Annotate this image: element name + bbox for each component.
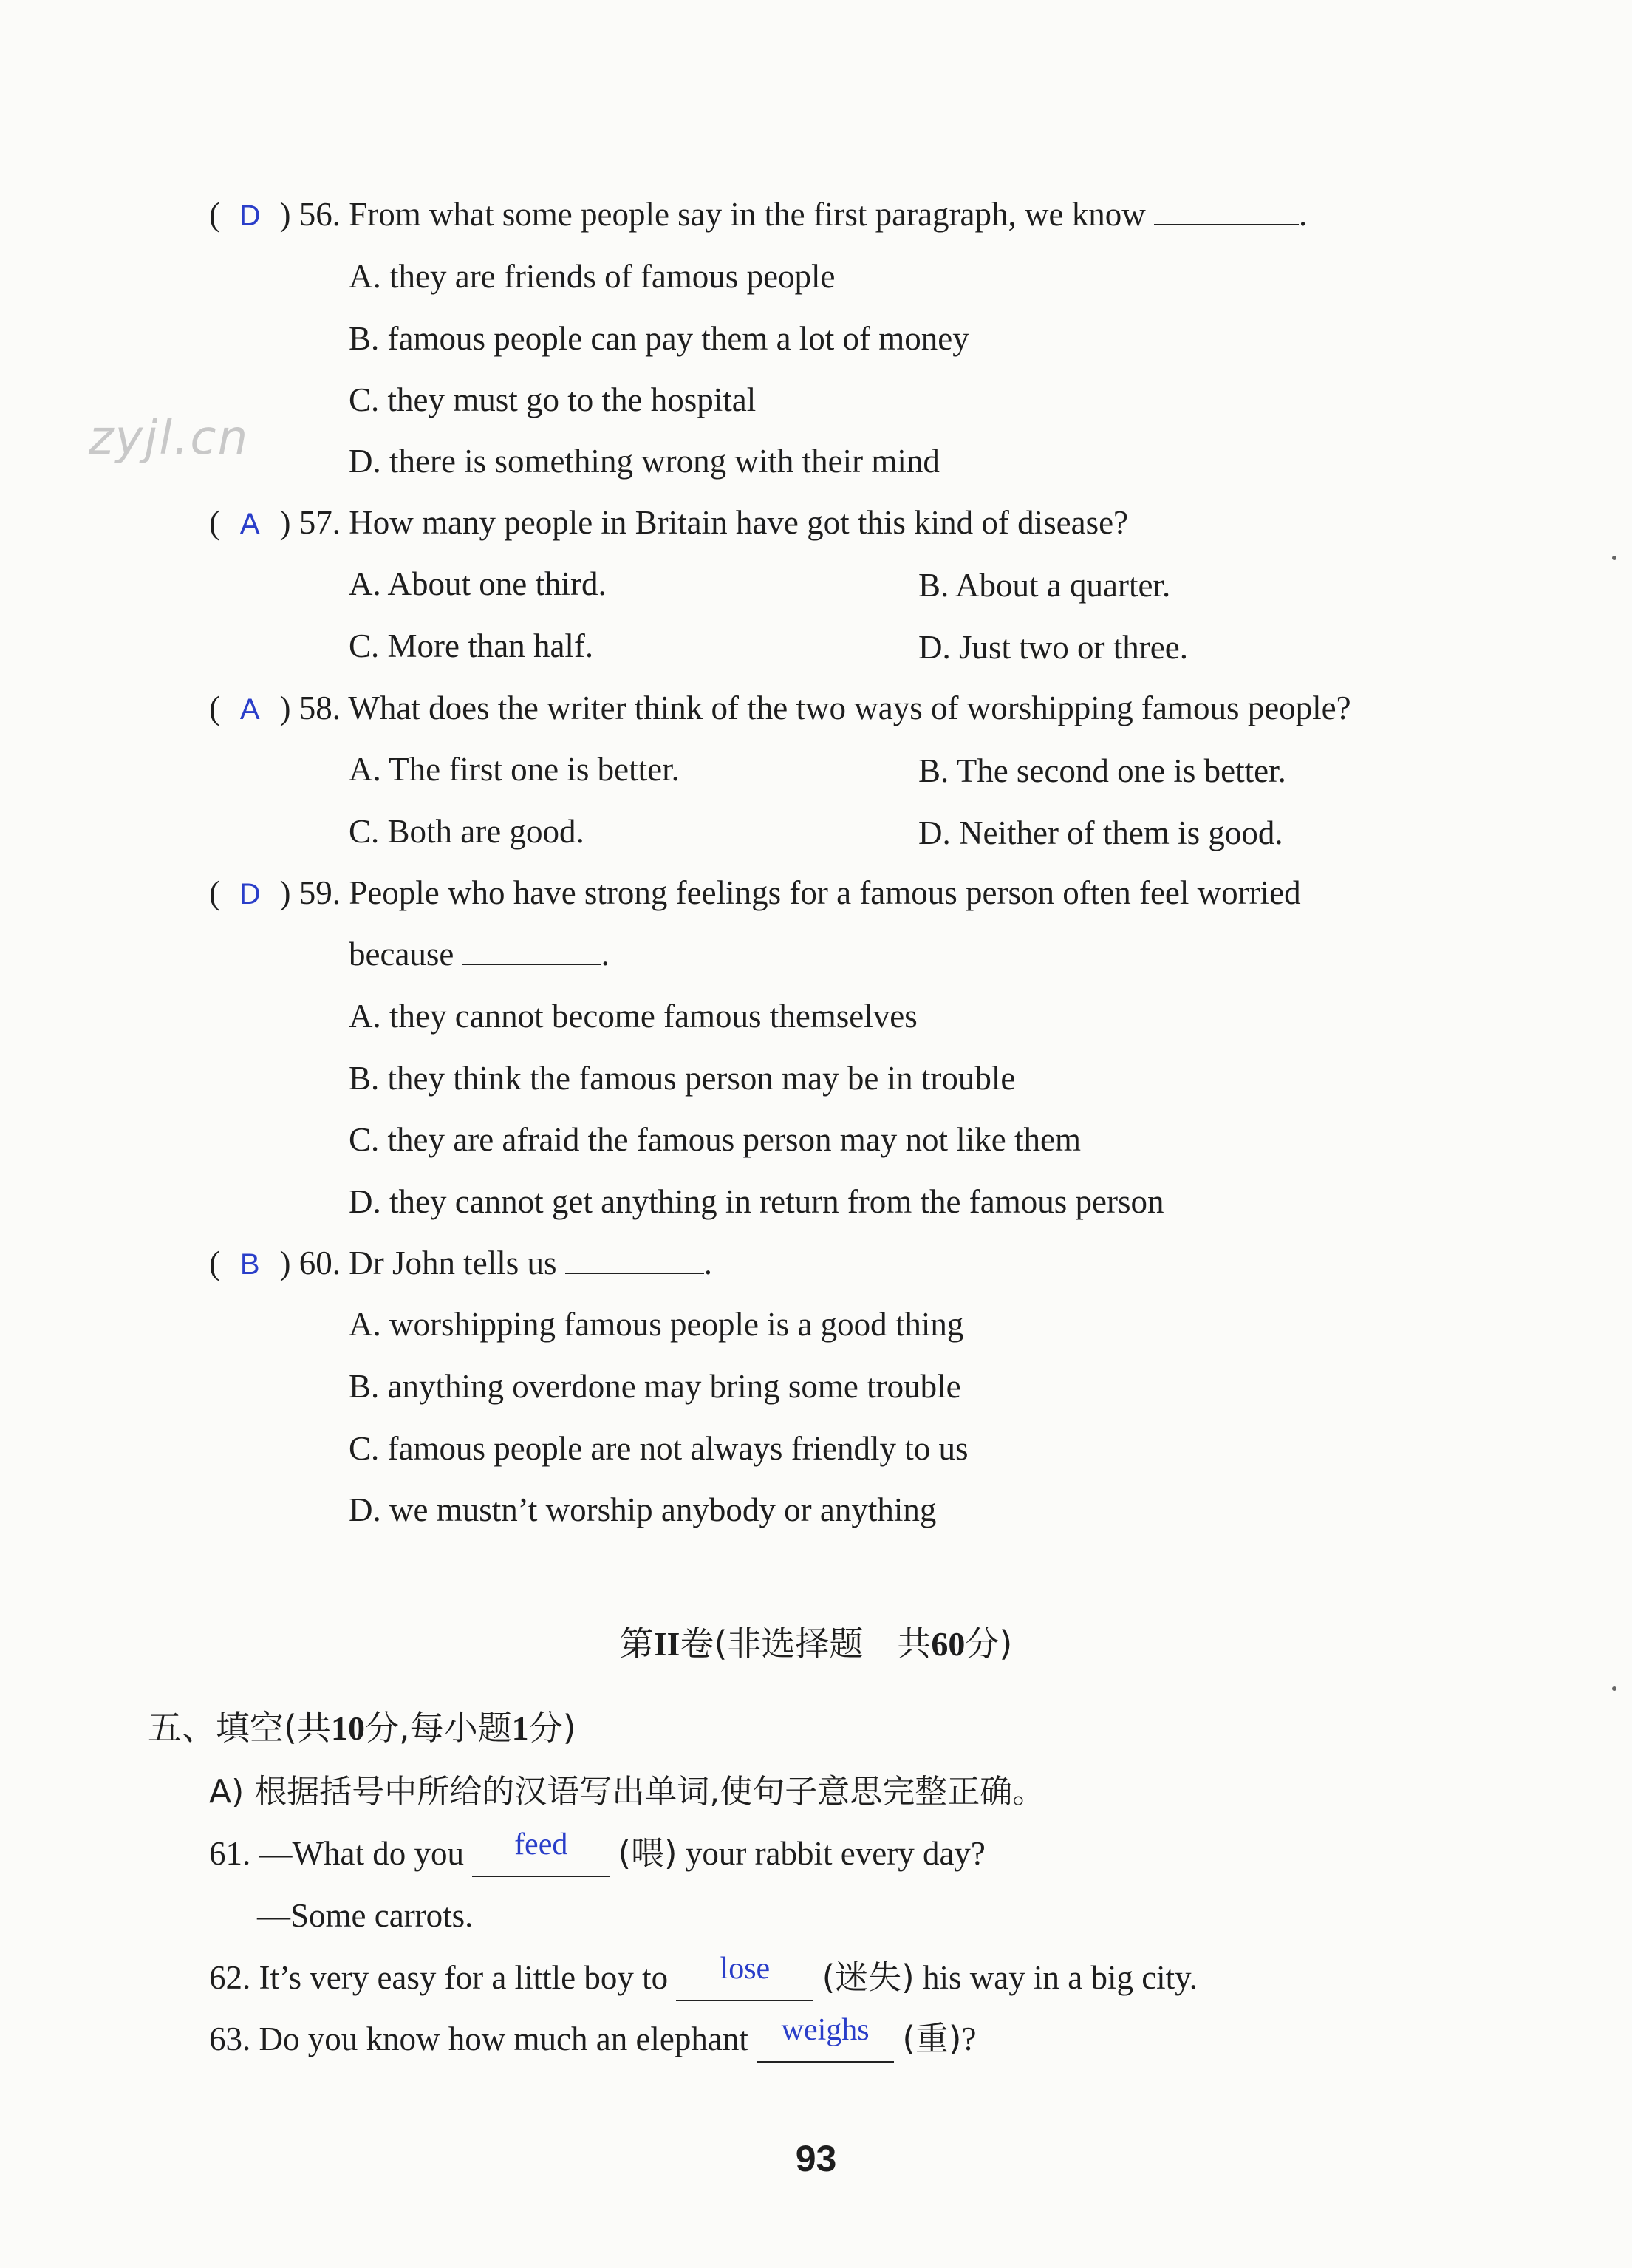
fill-62: 62. It’s very easy for a little boy to lose (迷失) his way in a big city. bbox=[209, 1957, 1198, 2001]
page-number: 93 bbox=[795, 2138, 837, 2179]
option: B. they think the famous person may be in trouble bbox=[349, 1060, 1016, 1097]
question-59-continued: because . bbox=[349, 936, 610, 973]
option: C. they are afraid the famous person may not like them bbox=[349, 1121, 1081, 1158]
option: D. we mustn’t worship anybody or anything bbox=[349, 1491, 937, 1528]
fill-answer-61: feed bbox=[472, 1833, 610, 1877]
answer-blank bbox=[462, 934, 601, 965]
answer-blank bbox=[1154, 194, 1299, 225]
question-60: ( B ) 60. Dr John tells us . bbox=[209, 1242, 712, 1285]
watermark-text: zyjl.cn bbox=[89, 411, 250, 466]
fill-answer-62: lose bbox=[676, 1957, 813, 2001]
option: C. More than half. bbox=[349, 627, 594, 664]
fill-63: 63. Do you know how much an elephant weighs (重)? bbox=[209, 2018, 976, 2063]
question-stem: 57. How many people in Britain have got this kind of disease? bbox=[298, 504, 1129, 541]
question-stem: 58. What does the writer think of the two ways of worshipping famous people? bbox=[298, 689, 1351, 726]
option: B. About a quarter. bbox=[918, 567, 1171, 604]
fill-answer-63: weighs bbox=[757, 2018, 894, 2063]
part-title: 五、填空(共10分,每小题1分) bbox=[148, 1708, 576, 1748]
option: C. famous people are not always friendly to us bbox=[349, 1430, 969, 1467]
answer-60: B bbox=[239, 1248, 260, 1281]
fill-61-reply: —Some carrots. bbox=[257, 1897, 474, 1934]
scan-speck bbox=[1612, 1686, 1616, 1691]
option: A. they are friends of famous people bbox=[349, 258, 836, 295]
option: D. there is something wrong with their mind bbox=[349, 443, 940, 480]
option: D. they cannot get anything in return from the famous person bbox=[349, 1183, 1164, 1220]
fill-61: 61. —What do you feed (喂) your rabbit every day? bbox=[209, 1833, 986, 1877]
question-58: ( A ) 58. What does the writer think of the two ways of worshipping famous people? bbox=[209, 687, 1351, 730]
option: A. worshipping famous people is a good thing bbox=[349, 1306, 964, 1343]
option: A. they cannot become famous themselves bbox=[349, 998, 918, 1035]
question-stem: 56. From what some people say in the first paragraph, we know bbox=[298, 196, 1146, 233]
question-56: ( D ) 56. From what some people say in the first paragraph, we know . bbox=[209, 194, 1307, 236]
question-57: ( A ) 57. How many people in Britain have got this kind of disease? bbox=[209, 502, 1128, 545]
option: B. The second one is better. bbox=[918, 752, 1286, 789]
option: D. Just two or three. bbox=[918, 629, 1188, 666]
answer-56: D bbox=[239, 200, 261, 232]
answer-blank bbox=[565, 1243, 704, 1274]
answer-57: A bbox=[239, 508, 260, 540]
option: D. Neither of them is good. bbox=[918, 814, 1283, 851]
option: B. anything overdone may bring some trouble bbox=[349, 1368, 961, 1405]
scan-speck bbox=[1612, 556, 1616, 560]
option: A. The first one is better. bbox=[349, 751, 680, 788]
option: B. famous people can pay them a lot of money bbox=[349, 320, 969, 357]
option: C. Both are good. bbox=[349, 813, 584, 850]
question-stem: 59. People who have strong feelings for a famous person often feel worried bbox=[298, 874, 1301, 911]
section-title: 第II卷(非选择题 共60分) bbox=[619, 1624, 1013, 1663]
option: C. they must go to the hospital bbox=[349, 381, 757, 418]
question-stem: 60. Dr John tells us bbox=[298, 1244, 557, 1281]
option: A. About one third. bbox=[349, 565, 607, 602]
answer-59: D bbox=[239, 878, 261, 910]
instruction: A) 根据括号中所给的汉语写出单词,使句子意思完整正确。 bbox=[209, 1773, 1045, 1811]
answer-58: A bbox=[239, 693, 260, 726]
question-59: ( D ) 59. People who have strong feelings for a famous person often feel worried bbox=[209, 872, 1301, 915]
